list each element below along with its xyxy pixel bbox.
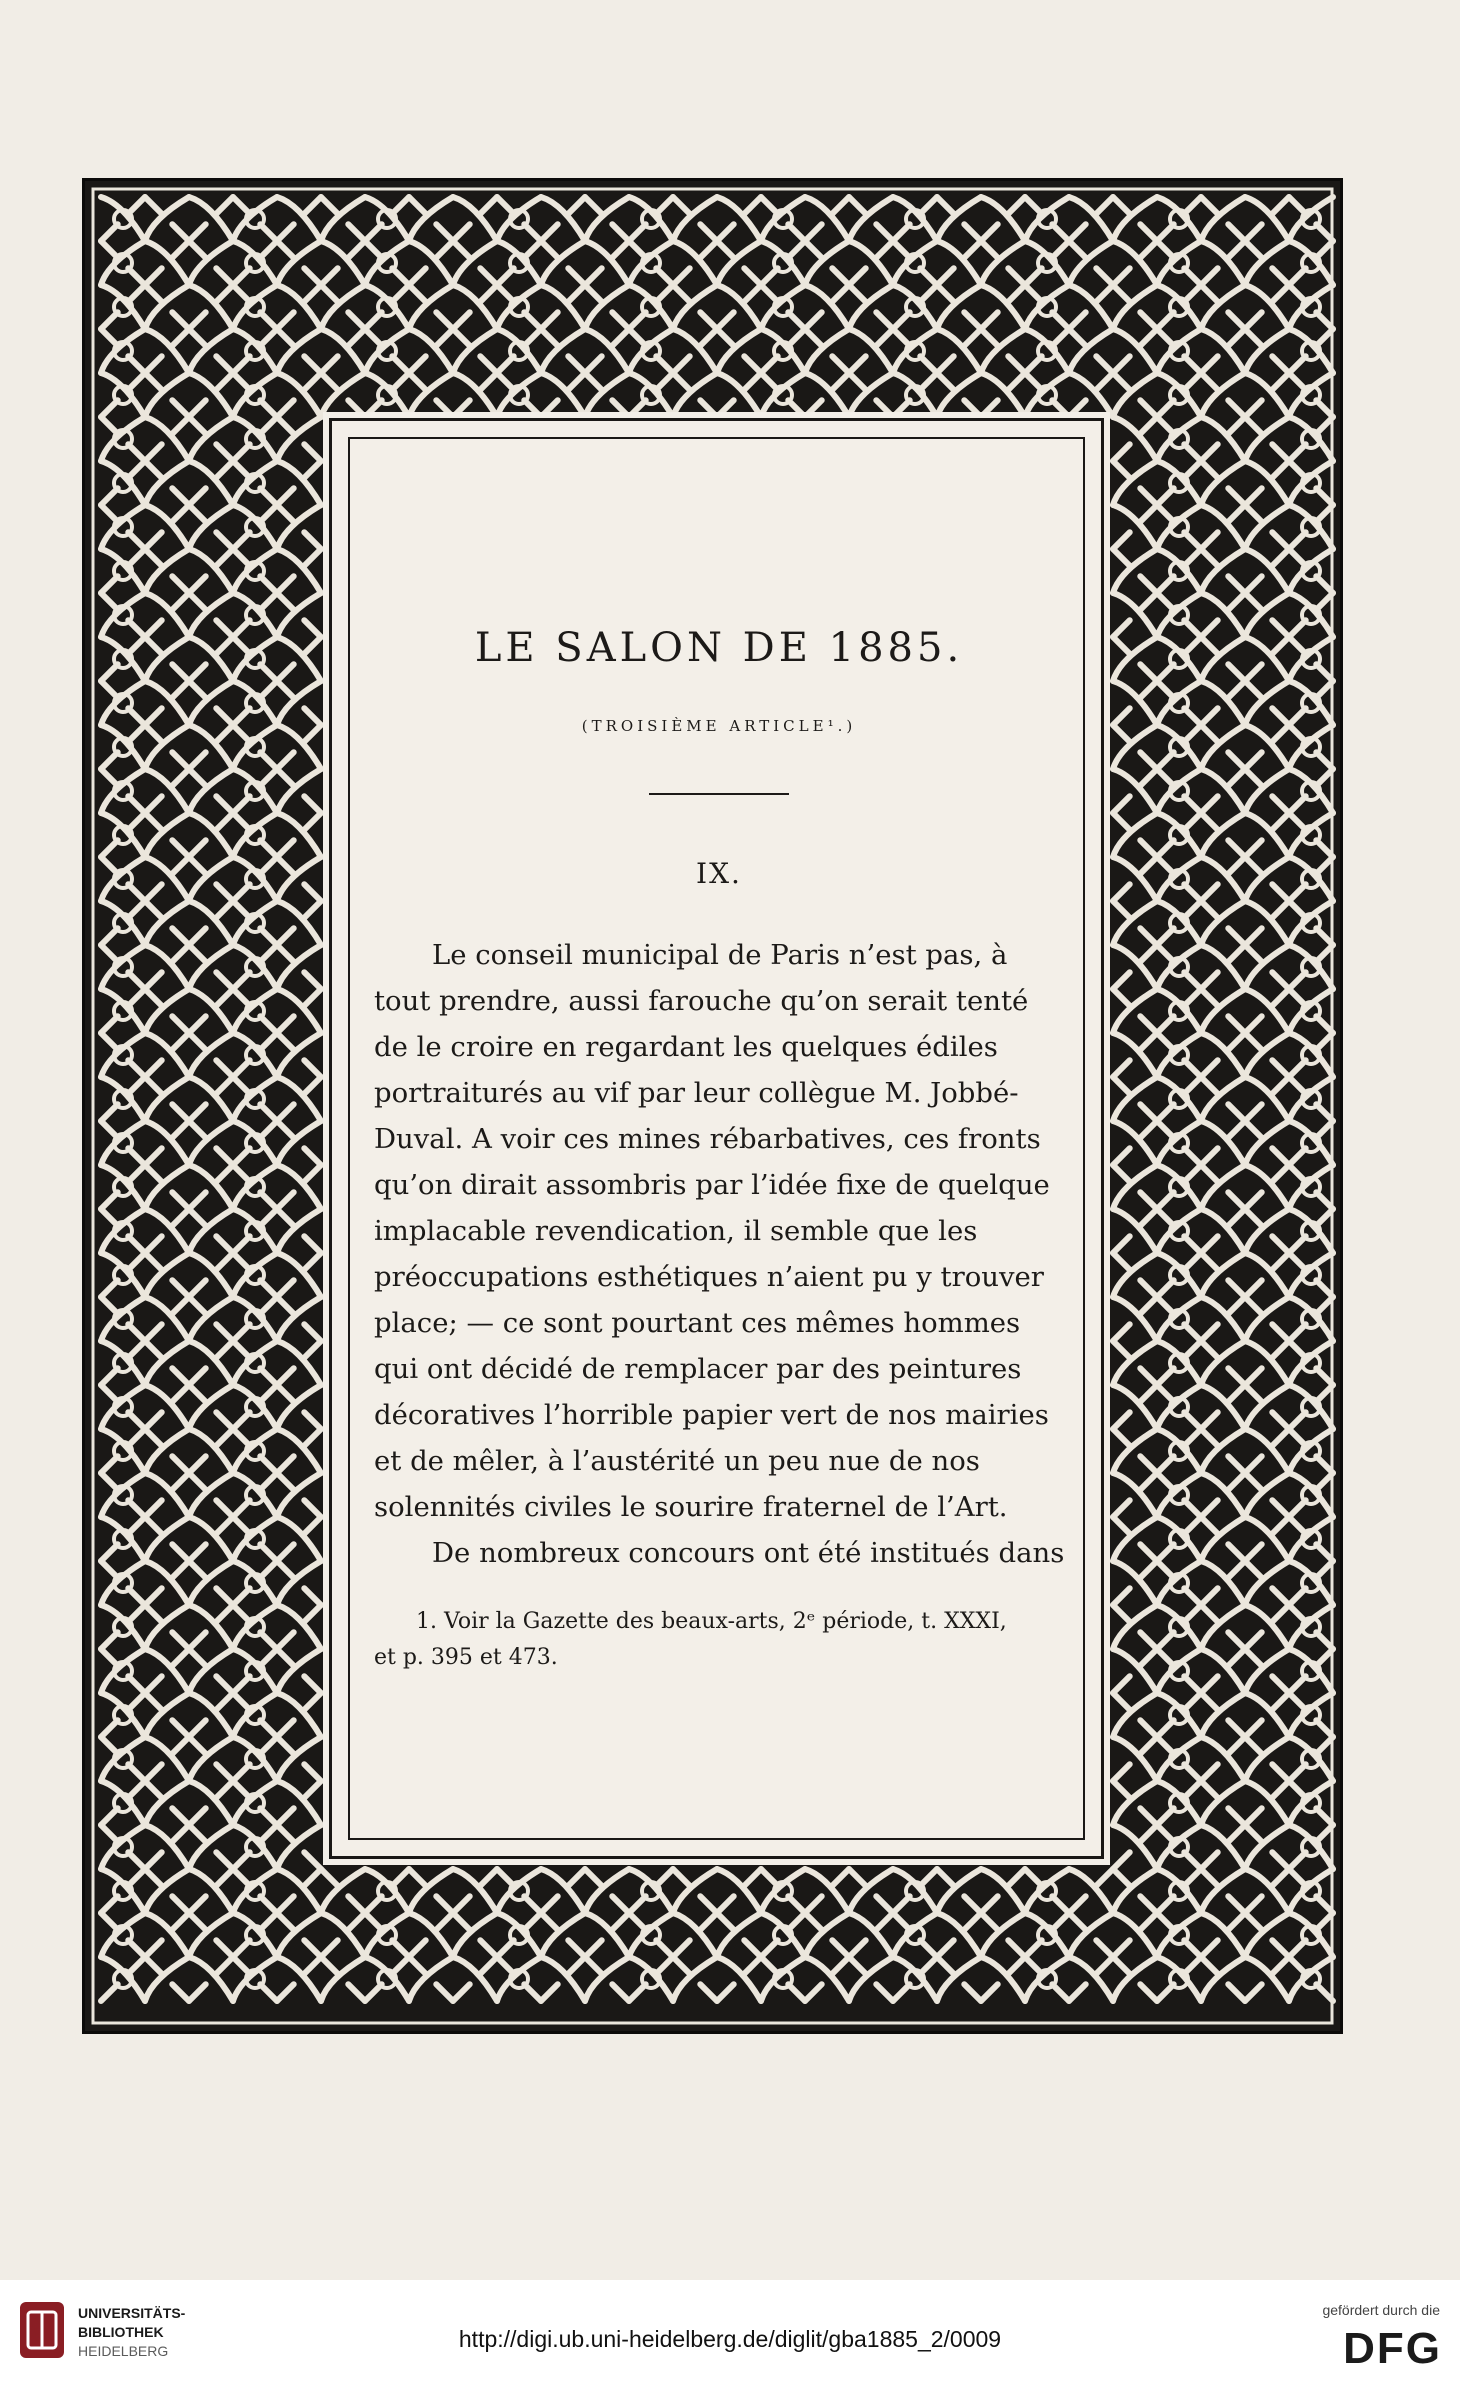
footnote <box>374 1604 1064 1676</box>
title-divider <box>649 793 789 795</box>
body-line: tout prendre, aussi farouche qu’on serait tenté <box>374 985 1029 1017</box>
body-line: et de mêler, à l’austérité un peu nue de nos <box>374 1445 980 1477</box>
article-content <box>374 625 1064 1676</box>
section-number: IX. <box>696 857 742 890</box>
footnote-line: 1. Voir la Gazette des beaux-arts, 2ᵉ période, t. XXXI, <box>416 1609 1007 1634</box>
body-line: Le conseil municipal de Paris n’est pas, à <box>432 939 1008 971</box>
text-panel <box>329 418 1104 1859</box>
body-line: décoratives l’horrible papier vert de nos mairies <box>374 1399 1049 1431</box>
source-url-link[interactable]: http://digi.ub.uni-heidelberg.de/diglit/gba1885_2/0009 <box>458 2326 1002 2352</box>
article-subtitle: (TROISIÈME ARTICLE¹.) <box>581 717 857 735</box>
body-line: De nombreux concours ont été institués dans <box>432 1537 1065 1569</box>
body-line: portraiturés au vif par leur collègue M. Jobbé- <box>374 1077 1019 1109</box>
funding-note: gefördert durch die <box>1322 2302 1440 2318</box>
body-line: place; — ce sont pourtant ces mêmes hommes <box>374 1307 1021 1339</box>
body-line: qui ont décidé de remplacer par des peintures <box>374 1353 1022 1385</box>
footnote-line: et p. 395 et 473. <box>374 1645 558 1670</box>
body-line: Duval. A voir ces mines rébarbatives, ces fronts <box>374 1123 1041 1155</box>
article-title: LE SALON DE 1885. <box>474 625 964 671</box>
body-line: de le croire en regardant les quelques édiles <box>374 1031 998 1063</box>
body-line: solennités civiles le sourire fraternel de l’Art. <box>374 1491 1008 1523</box>
body-line: qu’on dirait assombris par l’idée fixe de quelque <box>374 1169 1050 1201</box>
body-line: préoccupations esthétiques n’aient pu y trouver <box>374 1261 1044 1293</box>
body-text <box>374 932 1064 1576</box>
body-line: implacable revendication, il semble que les <box>374 1215 978 1247</box>
institution-name: UNIVERSITÄTS- BIBLIOTHEK HEIDELBERG <box>78 2305 186 2359</box>
dfg-logo: DFG <box>1343 2324 1442 2373</box>
